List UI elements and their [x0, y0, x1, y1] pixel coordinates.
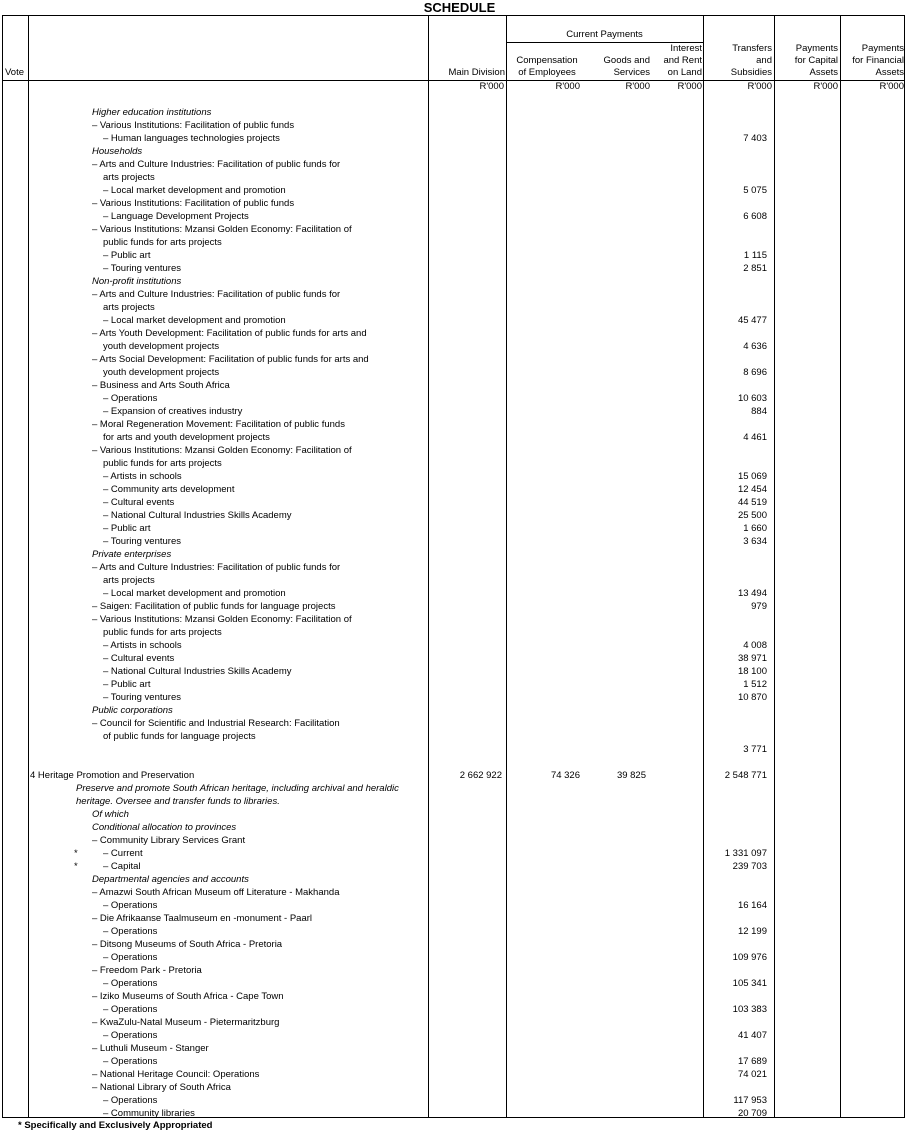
compensation-value: 74 326 — [550, 770, 580, 781]
table-row — [0, 899, 919, 912]
row-label: – Language Development Projects — [103, 211, 249, 222]
header-transfers-line1: Transfers — [732, 43, 772, 54]
row-label: for arts and youth development projects — [103, 432, 270, 443]
row-label: – Business and Arts South Africa — [92, 380, 230, 391]
row-label: – National Heritage Council: Operations — [92, 1069, 260, 1080]
row-label: Departmental agencies and accounts — [92, 874, 249, 885]
transfers-value: 1 660 — [743, 523, 767, 534]
table-row — [0, 665, 919, 678]
row-label: – Cultural events — [103, 497, 175, 508]
table-row — [0, 743, 919, 756]
row-label: – Council for Scientific and Industrial Research: Facilitation — [92, 718, 340, 729]
table-row — [0, 925, 919, 938]
row-label: – Operations — [103, 1030, 158, 1041]
row-label: of public funds for language projects — [103, 731, 256, 742]
row-label: – Human languages technologies projects — [103, 133, 280, 144]
row-label: – Operations — [103, 1056, 158, 1067]
header-transfers — [705, 43, 772, 79]
table-row — [0, 730, 919, 743]
row-label: – Operations — [103, 978, 158, 989]
transfers-value: 3 771 — [743, 744, 767, 755]
transfers-value: 45 477 — [737, 315, 767, 326]
table-row — [0, 639, 919, 652]
table-row — [0, 990, 919, 1003]
header-capital-line1: Payments — [795, 43, 838, 54]
transfers-value: 103 383 — [732, 1004, 767, 1015]
table-row — [0, 340, 919, 353]
table-row — [0, 392, 919, 405]
table-row — [0, 964, 919, 977]
row-label: – Operations — [103, 926, 158, 937]
table-row — [0, 574, 919, 587]
row-label: – Operations — [103, 393, 158, 404]
main-division-value: 2 662 922 — [459, 770, 502, 781]
table-row — [0, 1107, 919, 1120]
transfers-value: 1 331 097 — [724, 848, 767, 859]
transfers-value: 2 548 771 — [724, 770, 767, 781]
row-label: – Arts and Culture Industries: Facilitation of public funds for — [92, 289, 341, 300]
table-row — [0, 1068, 919, 1081]
header-interest-line1: Interest — [670, 43, 702, 54]
row-label: – Various Institutions: Mzansi Golden Economy: Facilitation of — [92, 614, 352, 625]
row-label: public funds for arts projects — [103, 458, 222, 469]
transfers-value: 41 407 — [737, 1030, 767, 1041]
row-label: – Arts Social Development: Facilitation of public funds for arts and — [92, 354, 369, 365]
row-label: youth development projects — [103, 341, 220, 352]
table-row — [0, 886, 919, 899]
table-row — [0, 626, 919, 639]
header-goods-line1: Goods and — [603, 55, 650, 66]
table-row — [0, 717, 919, 730]
table-row — [0, 847, 919, 860]
row-label: – National Cultural Industries Skills Academy — [103, 510, 292, 521]
table-row — [0, 405, 919, 418]
row-label: – Community Library Services Grant — [92, 835, 246, 846]
table-row — [0, 249, 919, 262]
table-row — [0, 834, 919, 847]
transfers-value: 4 461 — [743, 432, 767, 443]
table-row — [0, 431, 919, 444]
row-label: – KwaZulu-Natal Museum - Pietermaritzburg — [92, 1017, 280, 1028]
table-row — [0, 535, 919, 548]
appropriation-marker: * — [74, 861, 78, 872]
header-financial-line3: Assets — [875, 67, 904, 78]
transfers-value: 7 403 — [743, 133, 767, 144]
row-label: – Cultural events — [103, 653, 175, 664]
table-row — [0, 132, 919, 145]
row-label: – Moral Regeneration Movement: Facilitation of public funds — [92, 419, 345, 430]
header-compensation-line2: of Employees — [518, 67, 576, 78]
table-row — [0, 210, 919, 223]
table-row — [0, 1081, 919, 1094]
row-label: – Touring ventures — [103, 692, 181, 703]
table-row — [0, 522, 919, 535]
row-label: – Operations — [103, 1095, 158, 1106]
transfers-value: 10 870 — [737, 692, 767, 703]
row-label: – Various Institutions: Mzansi Golden Economy: Facilitation of — [92, 224, 352, 235]
row-label: – Expansion of creatives industry — [103, 406, 243, 417]
table-row — [0, 912, 919, 925]
table-row — [0, 600, 919, 613]
header-transfers-line3: Subsidies — [730, 67, 772, 78]
table-row — [0, 327, 919, 340]
table-row — [0, 1016, 919, 1029]
row-label: – Ditsong Museums of South Africa - Pretoria — [92, 939, 283, 950]
transfers-value: 17 689 — [737, 1056, 767, 1067]
table-row — [0, 951, 919, 964]
appropriation-marker: * — [74, 848, 78, 859]
transfers-value: 5 075 — [743, 185, 767, 196]
table-row — [0, 236, 919, 249]
table-row — [0, 548, 919, 561]
table-row — [0, 795, 919, 808]
unit-financial: R'000 — [879, 81, 904, 92]
header-financial-assets — [842, 43, 904, 79]
transfers-value: 979 — [751, 601, 767, 612]
transfers-value: 74 021 — [737, 1069, 767, 1080]
header-capital-line3: Assets — [809, 67, 838, 78]
table-row — [0, 158, 919, 171]
table-row — [0, 470, 919, 483]
table-row — [0, 821, 919, 834]
table-row — [0, 223, 919, 236]
transfers-value: 1 115 — [743, 250, 767, 261]
transfers-value: 38 971 — [737, 653, 767, 664]
table-row — [0, 119, 919, 132]
header-interest-line3: on Land — [667, 67, 702, 78]
table-row — [0, 483, 919, 496]
footnote: * Specifically and Exclusively Appropriated — [18, 1120, 213, 1131]
header-capital-line2: for Capital — [794, 55, 838, 66]
row-label: – Arts Youth Development: Facilitation of public funds for arts and — [92, 328, 367, 339]
unit-goods-services: R'000 — [625, 81, 650, 92]
row-label: – Operations — [103, 1004, 158, 1015]
table-row — [0, 184, 919, 197]
table-row — [0, 977, 919, 990]
table-row — [0, 678, 919, 691]
table-row — [0, 873, 919, 886]
table-row — [0, 561, 919, 574]
row-label: heritage. Oversee and transfer funds to libraries. — [76, 796, 280, 807]
row-label: – National Library of South Africa — [92, 1082, 231, 1093]
header-main-division: Main Division — [448, 67, 505, 78]
row-label: – Local market development and promotion — [103, 315, 286, 326]
row-label: – Public art — [103, 679, 151, 690]
row-label: Non-profit institutions — [92, 276, 182, 287]
table-row — [0, 379, 919, 392]
table-row — [0, 509, 919, 522]
transfers-value: 2 851 — [743, 263, 767, 274]
table-row — [0, 769, 919, 782]
table-row — [0, 353, 919, 366]
row-label: Higher education institutions — [92, 107, 212, 118]
row-label: – Community libraries — [103, 1108, 195, 1119]
header-transfers-line2: and — [756, 55, 772, 66]
transfers-value: 117 953 — [733, 1095, 767, 1106]
row-label: – Various Institutions: Facilitation of public funds — [92, 198, 295, 209]
table-row — [0, 808, 919, 821]
header-vote: Vote — [5, 67, 25, 78]
table-row — [0, 444, 919, 457]
transfers-value: 18 100 — [737, 666, 767, 677]
row-label: – Local market development and promotion — [103, 185, 286, 196]
row-label: – Various Institutions: Facilitation of public funds — [92, 120, 295, 131]
unit-interest-rent: R'000 — [677, 81, 702, 92]
table-row — [0, 288, 919, 301]
row-label: Public corporations — [92, 705, 173, 716]
header-goods-line2: Services — [613, 67, 650, 78]
table-row — [0, 1029, 919, 1042]
transfers-value: 884 — [751, 406, 767, 417]
table-row — [0, 1003, 919, 1016]
row-label: – Arts and Culture Industries: Facilitation of public funds for — [92, 562, 341, 573]
table-row — [0, 704, 919, 717]
transfers-value: 8 696 — [743, 367, 767, 378]
schedule-title: SCHEDULE — [423, 0, 496, 15]
row-label: Preserve and promote South African heritage, including archival and heraldic — [76, 783, 399, 794]
transfers-value: 20 709 — [737, 1108, 767, 1119]
row-label: – Touring ventures — [103, 536, 181, 547]
table-row — [0, 1094, 919, 1107]
row-label: arts projects — [103, 575, 155, 586]
row-label: – Touring ventures — [103, 263, 181, 274]
table-row — [0, 782, 919, 795]
goods-services-value: 39 825 — [616, 770, 646, 781]
row-label: – Iziko Museums of South Africa - Cape Town — [92, 991, 284, 1002]
row-label: – Operations — [103, 952, 158, 963]
row-label: Conditional allocation to provinces — [92, 822, 237, 833]
header-interest-rent — [652, 43, 702, 79]
table-row — [0, 366, 919, 379]
row-label: public funds for arts projects — [103, 237, 222, 248]
row-label: – Freedom Park - Pretoria — [92, 965, 202, 976]
header-compensation-line1: Compensation — [516, 55, 578, 66]
row-label: – Amazwi South African Museum off Literature - Makhanda — [92, 887, 340, 898]
row-label: arts projects — [103, 302, 155, 313]
transfers-value: 44 519 — [737, 497, 767, 508]
transfers-value: 16 164 — [737, 900, 767, 911]
table-row — [0, 1042, 919, 1055]
row-label: 4 Heritage Promotion and Preservation — [30, 770, 195, 781]
row-label: – Capital — [103, 861, 141, 872]
table-row — [0, 301, 919, 314]
row-label: – National Cultural Industries Skills Academy — [103, 666, 292, 677]
row-label: – Die Afrikaanse Taalmuseum en -monument - Paarl — [92, 913, 313, 924]
header-financial-line2: for Financial — [852, 55, 904, 66]
table-row — [0, 262, 919, 275]
transfers-value: 3 634 — [743, 536, 767, 547]
table-row — [0, 145, 919, 158]
row-label: Households — [92, 146, 143, 157]
transfers-value: 10 603 — [737, 393, 767, 404]
table-row — [0, 652, 919, 665]
unit-main-division: R'000 — [479, 81, 504, 92]
row-label: – Public art — [103, 250, 151, 261]
header-goods-services — [588, 55, 650, 79]
table-row — [0, 860, 919, 873]
row-label: Private enterprises — [92, 549, 172, 560]
table-row — [0, 938, 919, 951]
transfers-value: 4 636 — [743, 341, 767, 352]
row-label: – Community arts development — [103, 484, 235, 495]
unit-capital: R'000 — [813, 81, 838, 92]
transfers-value: 239 703 — [732, 861, 767, 872]
header-compensation — [508, 55, 586, 79]
transfers-value: 6 608 — [743, 211, 767, 222]
transfers-value: 4 008 — [743, 640, 767, 651]
table-row — [0, 691, 919, 704]
transfers-value: 109 976 — [732, 952, 767, 963]
row-label: Of which — [92, 809, 129, 820]
unit-transfers: R'000 — [747, 81, 772, 92]
row-label: – Saigen: Facilitation of public funds for language projects — [92, 601, 336, 612]
row-label: – Artists in schools — [103, 640, 182, 651]
table-row — [0, 171, 919, 184]
row-label: arts projects — [103, 172, 155, 183]
table-row — [0, 197, 919, 210]
row-label: – Public art — [103, 523, 151, 534]
table-row — [0, 418, 919, 431]
row-label: youth development projects — [103, 367, 220, 378]
transfers-value: 105 341 — [732, 978, 767, 989]
transfers-value: 15 069 — [737, 471, 767, 482]
row-label: – Operations — [103, 900, 158, 911]
table-row — [0, 457, 919, 470]
transfers-value: 12 199 — [737, 926, 767, 937]
table-row — [0, 587, 919, 600]
transfers-value: 1 512 — [743, 679, 767, 690]
transfers-value: 13 494 — [737, 588, 767, 599]
table-row — [0, 275, 919, 288]
row-label: – Arts and Culture Industries: Facilitation of public funds for — [92, 159, 341, 170]
header-current-payments: Current Payments — [566, 29, 643, 40]
table-row — [0, 756, 919, 769]
header-financial-line1: Payments — [861, 43, 904, 54]
table-row — [0, 1055, 919, 1068]
header-capital-assets — [776, 43, 838, 79]
row-label: – Artists in schools — [103, 471, 182, 482]
table-row — [0, 496, 919, 509]
unit-compensation: R'000 — [555, 81, 580, 92]
row-label: – Various Institutions: Mzansi Golden Economy: Facilitation of — [92, 445, 352, 456]
row-label: public funds for arts projects — [103, 627, 222, 638]
table-row — [0, 314, 919, 327]
header-interest-line2: and Rent — [663, 55, 702, 66]
row-label: – Local market development and promotion — [103, 588, 286, 599]
table-row — [0, 106, 919, 119]
transfers-value: 25 500 — [737, 510, 767, 521]
table-row — [0, 613, 919, 626]
row-label: – Luthuli Museum - Stanger — [92, 1043, 209, 1054]
transfers-value: 12 454 — [737, 484, 767, 495]
row-label: – Current — [103, 848, 143, 859]
